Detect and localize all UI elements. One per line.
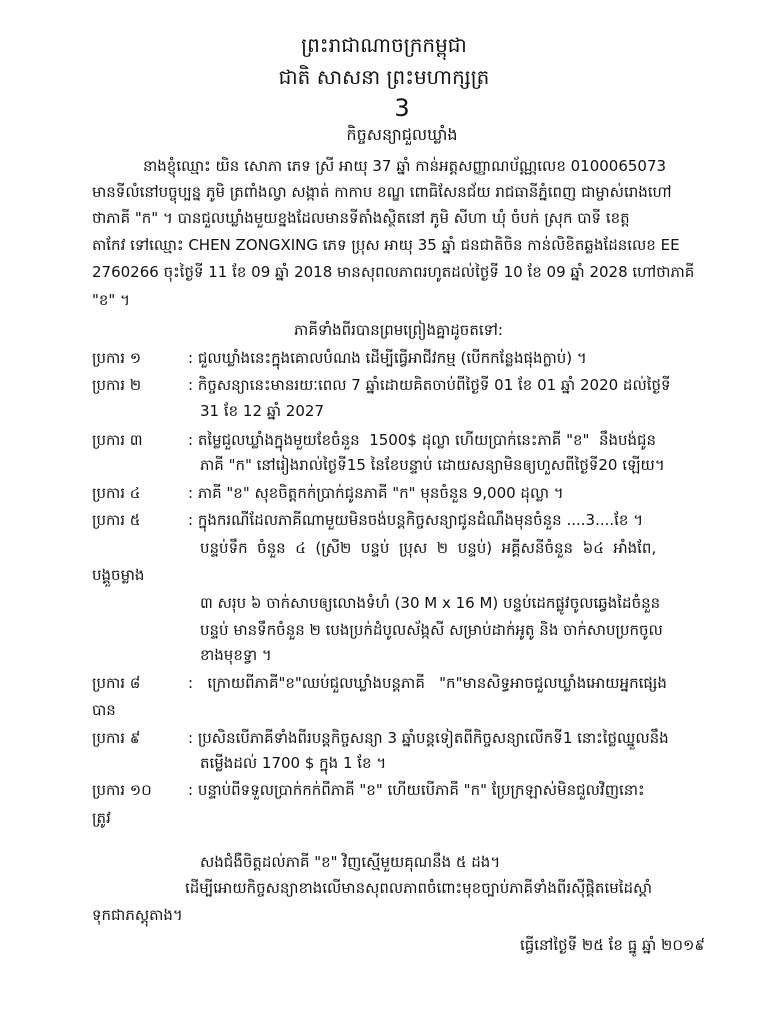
facility-line: បន្ទប់ មានទឹកចំនួន ២ បេងប្រក់ដំបូលស័ង្កសី សម្រាប់ដាក់អូតូ និង ចាក់សាបប្រកចូល <box>200 621 663 639</box>
intro-line: នាងខ្ញុំឈ្មោះ យិន សោភា ភេទ ស្រី អាយុ 37 ឆ្នាំ កាន់អត្តសញ្ញាណប័ណ្ណលេខ 0100065073 <box>143 157 667 175</box>
facility-line: បង្គួចម្លាង <box>92 566 145 584</box>
article-text: ភាគី "ក" នៅរៀងរាល់ថ្ងៃទី15 នៃខែបន្ទាប់ ដោយសន្យាមិនឲ្យហួសពីថ្ងៃទី20 ឡើយ។ <box>200 456 665 474</box>
facility-line: ៣ សរុប ៦ ចាក់សាបឲ្យលោងទំហំ (30 M x 16 M) បន្ទប់ដេកផ្លូវចូលឆ្វេងដៃចំនួន <box>200 594 661 612</box>
article-label: ប្រការ ៩ <box>92 729 141 747</box>
article-text: សងជំងឺចិត្តដល់ភាគី "ខ" វិញស្មើមួយគុណនឹង ៥ ដង។ <box>200 853 501 871</box>
article-text: : បន្ទាប់ពីទទួលប្រាក់កក់ពីភាគី "ខ" ហើយបើភាគី "ក" ប្រែក្រឡាស់មិនជួលវិញនោះ <box>188 781 645 799</box>
facility-line: បន្ទប់ទឹក ចំនួន ៤ (ស្រី២ បន្ទប់ ប្រុស ២ បន្ទប់) អគ្គីសនីចំនួន ៦៤ អាំងពែ, <box>200 539 657 557</box>
kingdom-heading: ព្រះរាជាណាចក្រកម្ពុជា <box>301 33 467 57</box>
article-text: : ជួលឃ្លាំងនេះក្នុងគោលបំណង ដើម្បីធ្វើអាជីវកម្ម (បើកកន្លែងផុងក្លាប់) ។ <box>188 349 587 367</box>
article-text: : ក្រោយពីភាគី"ខ"ឈប់ជួលឃ្លាំងបន្តភាគី "ក"មានសិទ្ធអាចជួលឃ្លាំងអោយអ្នកផ្សេង <box>188 674 667 692</box>
document-number: 3 <box>394 94 410 122</box>
signing-date: ធ្វើនៅថ្ងៃទី ២៥ ខែ ធ្នូ ឆ្នាំ ២០១៩ <box>520 936 705 954</box>
article-text: បាន <box>92 701 116 719</box>
article-text: : តម្លៃជួលឃ្លាំងក្នុងមួយខែចំនួន 1500$ ដុល្លា ហើយប្រាក់នេះភាគី "ខ" នឹងបង់ជូន <box>188 431 657 449</box>
intro-line: "ខ" ។ <box>92 291 130 309</box>
article-text: : ក្នុងករណីដែលភាគីណាមួយមិនចង់បន្តកិច្ចសន្យាជូនដំណឹងមុនចំនួន ....3....ខែ ។ <box>188 511 644 529</box>
intro-line: 2760266 ចុះថ្ងៃទី 11 ខែ 09 ឆ្នាំ 2018 មានសុពលភាពរហូតដល់ថ្ងៃទី 10 ខែ 09 ឆ្នាំ 2028 ហៅថាភាគី <box>92 263 695 281</box>
closing-line: ដើម្បីអោយកិច្ចសន្យាខាងលើមានសុពលភាពចំពោះមុខច្បាប់ភាគីទាំងពីរស៊ីផ្តិតមេដៃស្តាំ <box>185 879 653 897</box>
article-label: ប្រការ ៣ <box>92 431 143 449</box>
intro-line: ថាភាគី "ក" ។ បានជួលឃ្លាំងមួយខ្នងដែលមានទីតាំងស្ថិតនៅ ភូមិ សីហា ឃុំ ចំបក់ ស្រុក បាទី ខេត្ត <box>92 209 630 227</box>
article-text: : ភាគី "ខ" សុខចិត្តកក់ប្រាក់ជូនភាគី "ក" មុនចំនួន 9,000 ដុល្លា ។ <box>188 484 564 502</box>
facility-line: ខាងមុខទ្វា ។ <box>200 646 272 664</box>
article-label: ប្រការ ២ <box>92 376 142 394</box>
contract-title: កិច្ចសន្យាជួលឃ្លាំង <box>346 125 458 144</box>
article-label: ប្រការ ៤ <box>92 484 141 502</box>
article-label: ប្រការ ៥ <box>92 511 141 529</box>
article-text: ត្រូវ <box>92 809 111 827</box>
article-text: 31 ខែ 12 ឆ្នាំ 2027 <box>200 402 324 420</box>
article-label: ប្រការ ១ <box>92 349 142 367</box>
closing-line: ទុកជាភស្តុតាង។ <box>92 906 183 924</box>
agreement-heading: ភាគីទាំងពីរបានព្រមព្រៀងគ្នាដូចតទៅ: <box>294 321 503 339</box>
intro-line: តាកែវ ទៅឈ្មោះ CHEN ZONGXING ភេទ ប្រុស អាយុ 35 ឆ្នាំ ជនជាតិចិន កាន់លិខិតឆ្លងដែនលេខ EE <box>92 236 680 254</box>
article-label: ប្រការ ១០ <box>92 781 152 799</box>
intro-line: មានទីលំនៅបច្ចុប្បន្ន ភូមិ ត្រពាំងល្វា សង្កាត់ កាកាប ខណ្ឌ ពោធិសែនជ័យ រាជធានីភ្នំពេញ ជាម្ចាស់រោងហៅ <box>92 183 672 201</box>
article-text: : កិច្ចសន្យានេះមានរយៈពេល 7 ឆ្នាំដោយគិតចាប់ពីថ្ងៃទី 01 ខែ 01 ឆ្នាំ 2020 ដល់ថ្ងៃទី <box>188 376 671 394</box>
article-label: ប្រការ ៨ <box>92 674 141 692</box>
national-motto: ជាតិ សាសនា ព្រះមហាក្សត្រ <box>278 65 490 89</box>
article-text: : ប្រសិនបើភាគីទាំងពីរបន្តកិច្ចសន្យា 3 ឆ្នាំបន្តទៀតពីកិច្ចសន្យាលើកទី1 នោះថ្លៃឈ្នួលនឹង <box>188 729 669 747</box>
article-text: តម្លើងដល់ 1700 $ ក្នុង 1 ខែ ។ <box>200 754 387 772</box>
